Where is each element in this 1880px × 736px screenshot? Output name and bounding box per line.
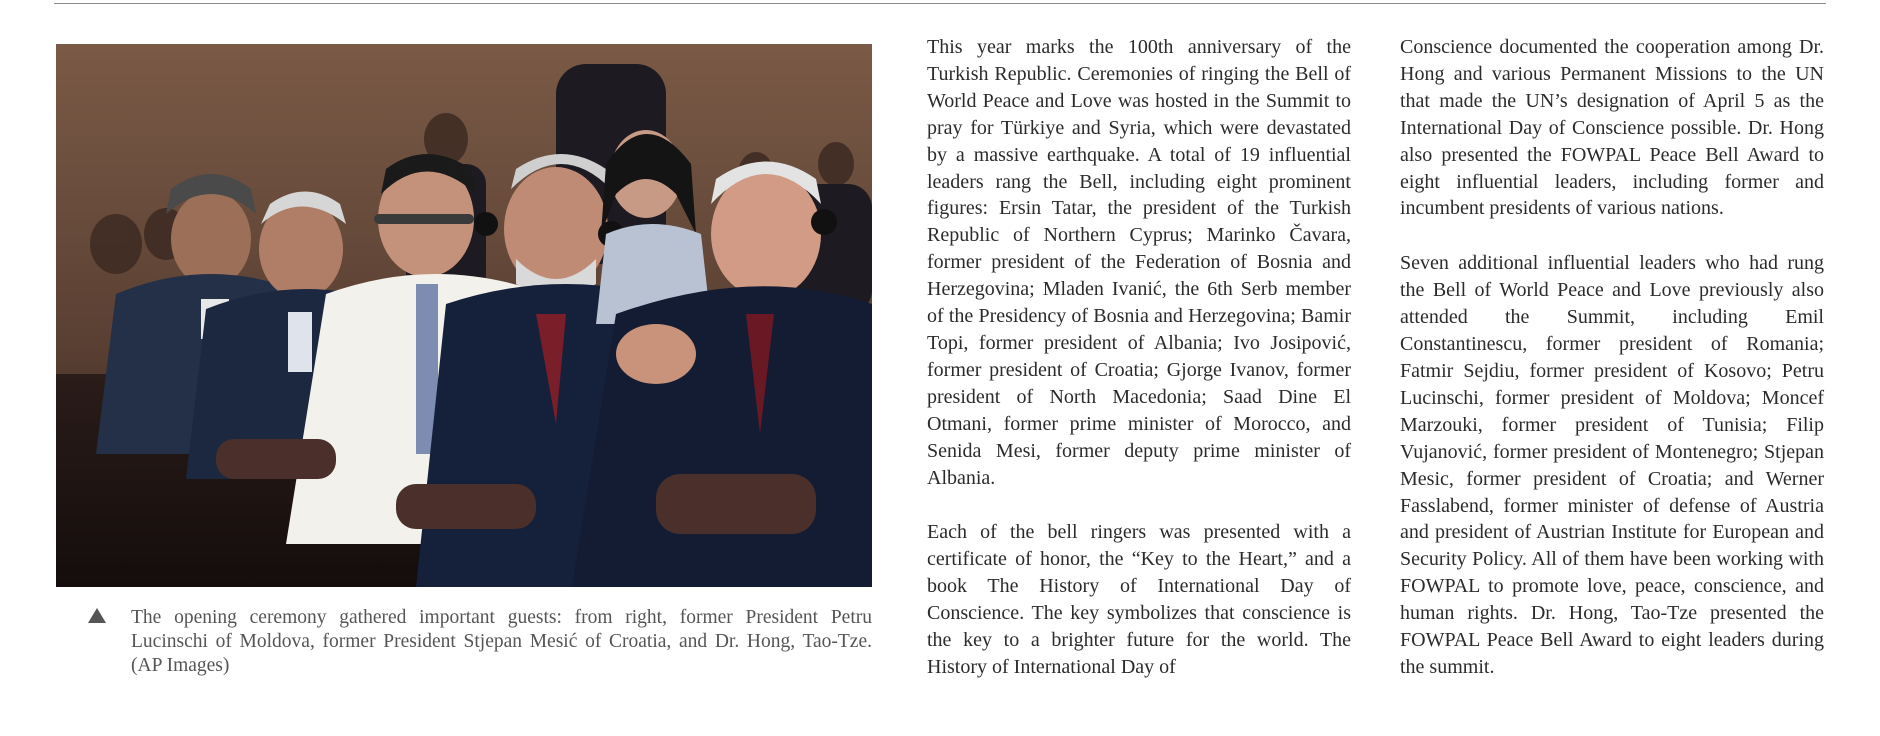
top-rule [54, 3, 1826, 4]
caption-text: The opening ceremony gathered important guests: from right, former President Petru Lucinschi of Moldova, former President Stjepan Mesić of Croatia, and Dr. Hong, Tao-Tze. (AP Images) [131, 607, 872, 676]
paragraph: Conscience documented the cooperation among Dr. Hong and various Permanent Missions to the UN that made the UN’s designation of April 5 as the International Day of Conscience possible. Dr. Hong also presented the FOWPAL Peace Bell Award to eight influential leaders, including former and incumbent presidents of various nations. [1400, 36, 1824, 220]
paragraph: Each of the bell ringers was presented with a certificate of honor, the “Key to the Heart,” and a book The History of International Day of Conscience. The key symbolizes that conscience is the key to a brighter future for the world. The History of International Day of [927, 521, 1351, 678]
triangle-up-icon [88, 608, 106, 623]
article-column-right [1400, 34, 1824, 709]
conference-audience-photo [56, 44, 872, 587]
paragraph: This year marks the 100th anniversary of the Turkish Republic. Ceremonies of ringing the Bell of World Peace and Love was hosted in the Summit to pray for Türkiye and Syria, which were devastated by a massive earthquake. A total of 19 influential leaders rang the Bell, including eight prominent figures: Ersin Tatar, the president of the Turkish Republic of Northern Cyprus; Marinko Čavara, former president of the Federation of Bosnia and Herzegovina; Mladen Ivanić, the 6th Serb member of the Presidency of Bosnia and Herzegovina; Bamir Topi, former president of Albania; Ivo Josipović, former president of Croatia; Gjorge Ivanov, former president of North Macedonia; Saad Dine El Otmani, former prime minister of Morocco, and Senida Mesi, former deputy prime minister of Albania. [927, 36, 1351, 489]
paragraph: Seven additional influential leaders who had rung the Bell of World Peace and Love previously also attended the Summit, including Emil Constantinescu, former president of Romania; Fatmir Sejdiu, former president of Kosovo; Petru Lucinschi, former president of Moldova; Moncef Marzouki, former president of Tunisia; Filip Vujanović, former president of Montenegro; Stjepan Mesic, former president of Croatia; and Werner Fasslabend, former minister of defense of Austria and president of Austrian Institute for European and Security Policy. All of them have been working with FOWPAL to promote love, peace, conscience, and human rights. Dr. Hong, Tao-Tze presented the FOWPAL Peace Bell Award to eight leaders during the summit. [1400, 252, 1824, 678]
article-column-left [927, 34, 1351, 709]
photo-caption [88, 606, 872, 678]
